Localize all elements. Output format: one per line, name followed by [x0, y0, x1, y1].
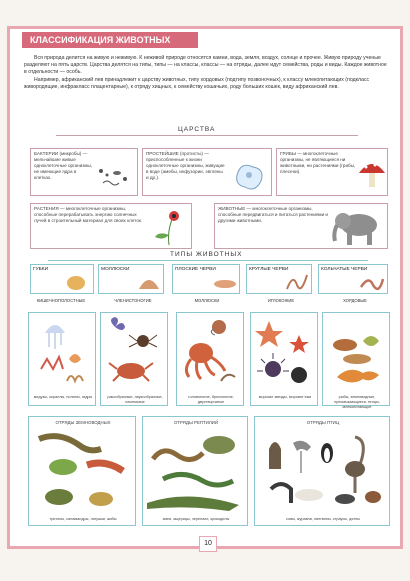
type-flatworms-label: ПЛОСКИЕ ЧЕРВИ	[175, 267, 216, 272]
group-label-arthropods: ЧЛЕНИСТОНОГИЕ	[98, 298, 168, 303]
shell-icon	[137, 273, 161, 291]
orders-amphibians-caption: тритоны, саламандры, лягушки, жабы	[49, 517, 117, 521]
sponge-icon	[65, 273, 87, 291]
flower-illustration	[147, 207, 191, 247]
orders-amphibians	[28, 416, 136, 526]
kingdom-bacteria	[30, 148, 138, 196]
panel-molluscs-caption: головоногие, брюхоногие, двустворчатые	[188, 395, 234, 404]
kingdom-plants	[30, 203, 192, 249]
kingdoms-heading: ЦАРСТВА	[178, 126, 216, 133]
birds-illustration	[255, 429, 389, 515]
octopus-illustration	[177, 315, 243, 395]
types-heading: ТИПЫ ЖИВОТНЫХ	[170, 251, 243, 258]
type-molluscs	[98, 264, 164, 294]
panel-arthropods	[100, 312, 168, 406]
orders-reptiles-title: ОТРЯДЫ РЕПТИЛИЙ	[173, 420, 219, 425]
panel-cnidaria-caption: медузы, кораллы, полипы, гидры	[33, 395, 93, 399]
panel-arthropods-caption: ракообразные, паукообразные, насекомые	[107, 395, 163, 404]
roundworm-icon	[285, 271, 309, 291]
chordates-illustration	[323, 315, 389, 395]
orders-birds-title: ОТРЯДЫ ПТИЦ	[306, 420, 340, 425]
starfish-illustration	[251, 315, 317, 395]
page-number: 10	[199, 536, 217, 552]
intro-paragraph-2: Например, африканский лев принадлежит к царству животных, типу хордовых (подтипу позвоночных), к классу млекопитающих (подкласс живородящие, инфракласс плацентарные), к отряду хищных, к семейству кошачьих, роду больших кошек, виду африканский лев.	[24, 77, 370, 90]
kingdom-fungi-text: ГРИБЫ — многоклеточные организмы, не являющиеся ни животными, ни растениями (грибы, плесени).	[280, 151, 356, 174]
kingdom-plants-text: РАСТЕНИЯ — многоклеточные организмы, способные перерабатывать энергию солнечных лучей в строительный материал для своих клеток.	[34, 206, 143, 223]
flatworm-icon	[213, 277, 237, 291]
orders-birds	[254, 416, 390, 526]
amoeba-illustration	[229, 155, 269, 193]
type-sponges-label: ГУБКИ	[33, 267, 49, 272]
type-flatworms	[172, 264, 240, 294]
orders-reptiles-caption: змеи, ящерицы, черепахи, крокодилы	[162, 517, 230, 521]
panel-chordates	[322, 312, 390, 409]
panel-echinoderms	[250, 312, 318, 406]
kingdom-fungi	[276, 148, 388, 196]
page-title: КЛАССИФИКАЦИЯ ЖИВОТНЫХ	[22, 32, 198, 48]
panel-molluscs	[176, 312, 244, 406]
panel-echinoderms-caption: морские звезды, морские ежи	[258, 395, 312, 399]
type-roundworms-label: КРУГЛЫЕ ЧЕРВИ	[249, 267, 289, 272]
kingdom-protists	[142, 148, 272, 196]
panel-chordates-caption: рыбы, земноводные, пресмыкающиеся, птицы, млекопитающие	[334, 395, 380, 409]
jellyfish-illustration	[29, 315, 95, 395]
kingdoms-connector	[56, 135, 358, 136]
arthropods-illustration	[101, 315, 167, 395]
type-molluscs-label: МОЛЛЮСКИ	[101, 267, 130, 272]
kingdom-protists-text: ПРОСТЕЙШИЕ (протисты) — приспособленные к жизни одноклеточные организмы, живущие в воде (амебы, инфузории, эвглены и др.).	[146, 151, 225, 180]
bacteria-illustration	[95, 161, 135, 191]
type-roundworms	[246, 264, 312, 294]
earthworm-icon	[359, 273, 385, 291]
orders-amphibians-title: ОТРЯДЫ ЗЕМНОВОДНЫХ	[55, 420, 111, 425]
orders-birds-caption: совы, журавли, пингвины, страусы, дятлы	[286, 517, 360, 521]
kingdom-bacteria-text: БАКТЕРИИ (микробы) — мельчайшие живые одноклеточные организмы, не имеющие ядра в клетках.	[34, 151, 93, 180]
type-annelids-label: КОЛЬЧАТЫЕ ЧЕРВИ	[321, 267, 368, 272]
kingdom-animals	[214, 203, 388, 249]
group-label-echinoderms: ИГЛОКОЖИЕ	[246, 298, 316, 303]
type-annelids	[318, 264, 388, 294]
amphibians-illustration	[29, 429, 135, 515]
panel-cnidaria	[28, 312, 96, 406]
types-connector	[48, 260, 368, 261]
group-label-chordates: ХОРДОВЫЕ	[320, 298, 390, 303]
intro-text	[24, 55, 389, 92]
type-sponges	[30, 264, 94, 294]
elephant-illustration	[331, 207, 385, 247]
reptiles-illustration	[143, 429, 247, 515]
intro-paragraph-1: Вся природа делится на живую и неживую. К неживой природе относятся камни, вода, земля, воздух, солнце и прочее. Живую природу ученые разделяют на пять царств. Царства делятся на типы, типы — на классы, классы — на отряды, далее идут семейства, роды и виды. Каждое животное в отдельности — особь.	[24, 55, 387, 75]
group-label-cnidaria: КИШЕЧНОПОЛОСТНЫЕ	[26, 298, 96, 303]
mushroom-illustration	[357, 157, 387, 193]
group-label-molluscs: МОЛЛЮСКИ	[172, 298, 242, 303]
kingdom-animals-text: ЖИВОТНЫЕ — многоклеточные организмы, способные передвигаться и питаться растениями и другими животными.	[218, 206, 328, 223]
orders-reptiles	[142, 416, 248, 526]
